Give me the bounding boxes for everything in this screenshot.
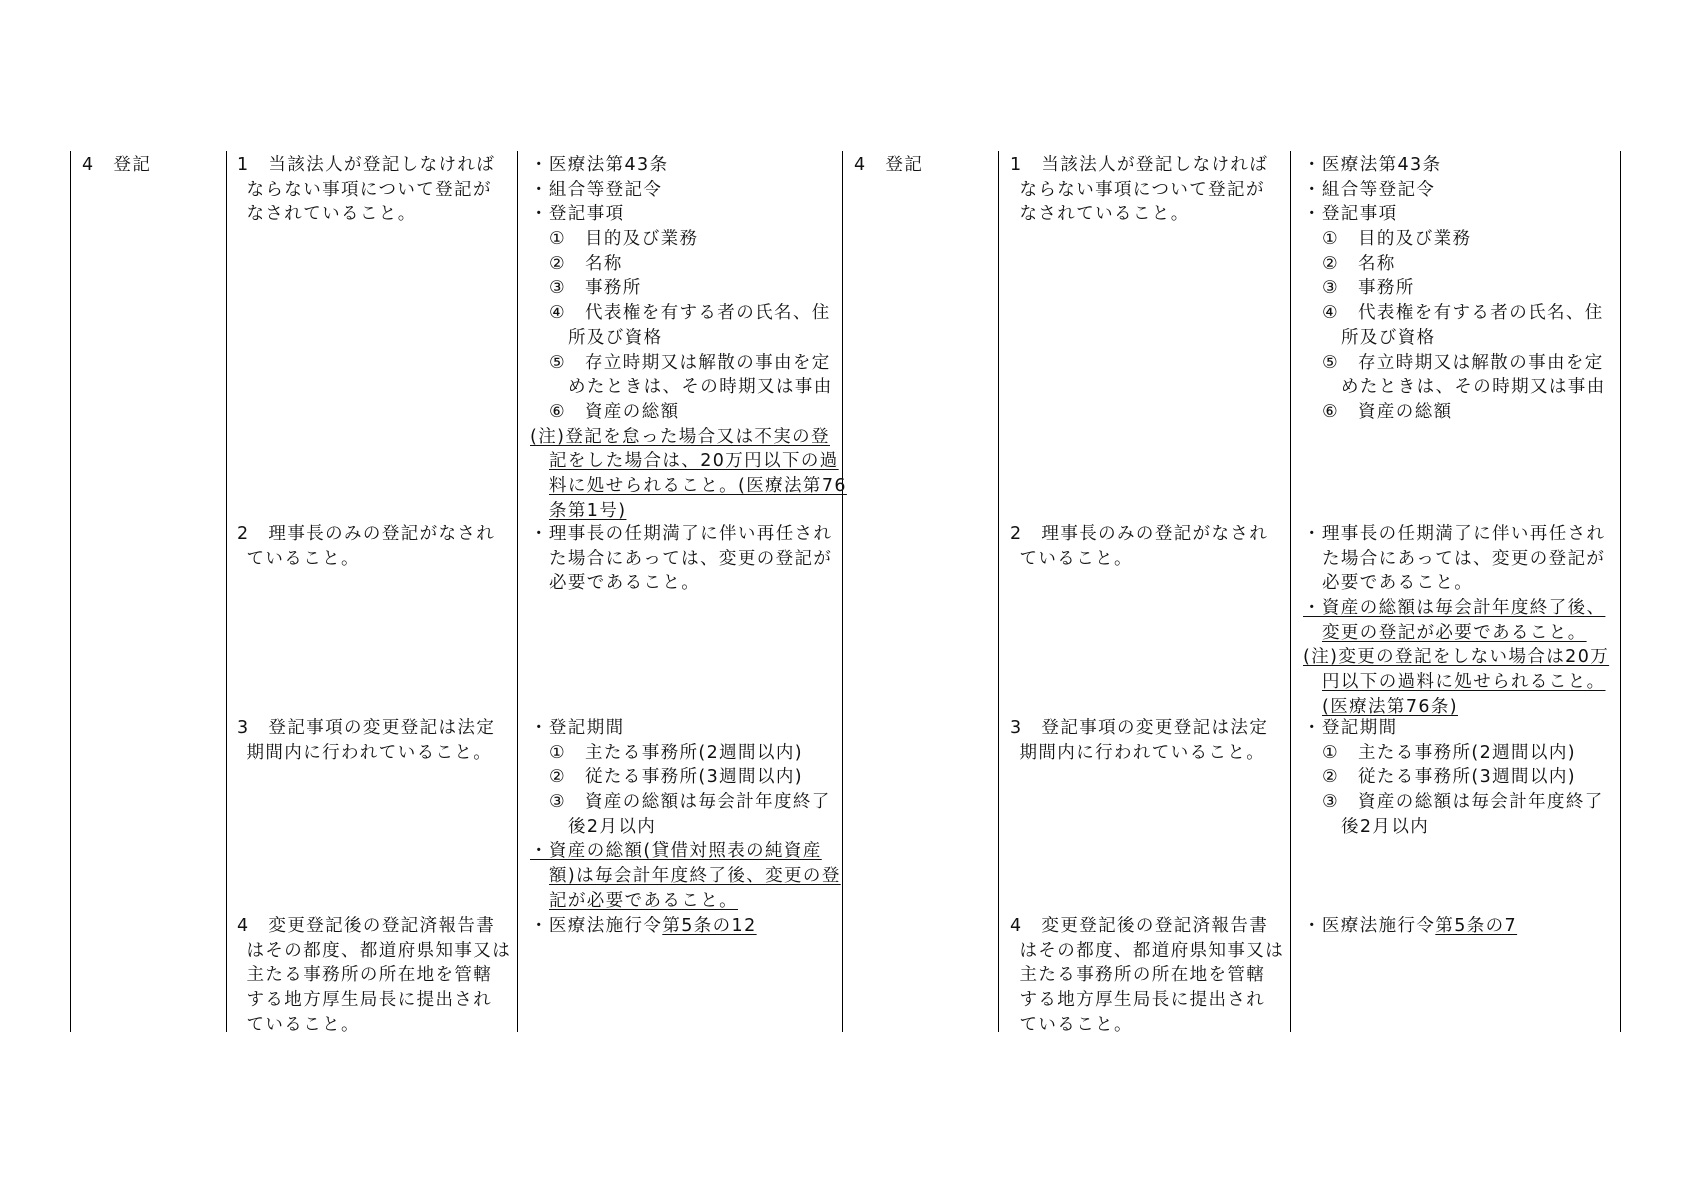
plain-text: 主たる事務所の所在地を管轄 bbox=[1019, 965, 1266, 986]
underlined-revision-text: ・資産の総額(貸借対照表の純資産 bbox=[530, 841, 822, 862]
text-line bbox=[237, 963, 511, 988]
plain-text: ④ 代表権を有する者の氏名、住 bbox=[1322, 303, 1604, 324]
plain-text: ② 従たる事務所(3週間以内) bbox=[549, 767, 803, 788]
underlined-revision-text: (注)登記を怠った場合又は不実の登 bbox=[530, 426, 830, 447]
text-line bbox=[237, 153, 495, 178]
plain-text: 期間内に行われていること。 bbox=[1019, 742, 1266, 763]
plain-text: 4 変更登記後の登記済報告書 bbox=[237, 916, 496, 936]
plain-text: 3 登記事項の変更登記は法定 bbox=[237, 718, 496, 738]
text-line bbox=[530, 276, 847, 301]
right-check-item-2 bbox=[1010, 522, 1268, 571]
text-line bbox=[237, 547, 495, 572]
text-line bbox=[1010, 178, 1268, 203]
plain-text: ・医療法第43条 bbox=[1303, 155, 1442, 175]
plain-text: 期間内に行われていること。 bbox=[246, 742, 493, 763]
text-line bbox=[1303, 153, 1606, 178]
text-line bbox=[530, 815, 841, 840]
underlined-revision-text: 額)は毎会計年度終了後、変更の登 bbox=[549, 866, 841, 887]
plain-text: する地方厚生局長に提出され bbox=[246, 990, 493, 1011]
plain-text: 所及び資格 bbox=[568, 327, 663, 348]
text-line bbox=[1303, 400, 1606, 425]
text-line bbox=[530, 326, 847, 351]
plain-text: なされていること。 bbox=[246, 204, 417, 225]
plain-text: ・登記期間 bbox=[1303, 718, 1398, 738]
plain-text: なされていること。 bbox=[1019, 204, 1190, 225]
plain-text: 2 理事長のみの登記がなされ bbox=[1010, 524, 1269, 544]
left-notes-1 bbox=[530, 153, 847, 523]
text-line bbox=[1303, 276, 1606, 301]
left-section-heading: 4 登記 bbox=[82, 155, 152, 175]
plain-text: 所及び資格 bbox=[1341, 327, 1436, 348]
text-line bbox=[237, 914, 511, 939]
text-line bbox=[1303, 670, 1609, 695]
plain-text: ・医療法第43条 bbox=[530, 155, 669, 175]
underlined-revision-text: 記が必要であること。 bbox=[549, 890, 738, 911]
text-line bbox=[1303, 790, 1604, 815]
left-notes-4 bbox=[530, 914, 757, 939]
text-line bbox=[1010, 1013, 1284, 1038]
text-line bbox=[530, 839, 841, 864]
plain-text: ・理事長の任期満了に伴い再任され bbox=[1303, 524, 1606, 544]
plain-text: 後2月以内 bbox=[568, 816, 657, 837]
plain-text: ならない事項について登記が bbox=[246, 179, 492, 200]
plain-text: ② 名称 bbox=[1322, 253, 1396, 274]
text-line bbox=[1303, 301, 1606, 326]
plain-text: ② 名称 bbox=[549, 253, 623, 274]
plain-text: ていること。 bbox=[1019, 1014, 1133, 1035]
plain-text: ・登記事項 bbox=[530, 204, 625, 225]
plain-text: ① 主たる事務所(2週間以内) bbox=[1322, 742, 1576, 763]
text-line bbox=[530, 499, 847, 524]
text-line bbox=[1303, 547, 1609, 572]
text-line bbox=[1303, 375, 1606, 400]
plain-text: ・医療法施行令 bbox=[1303, 916, 1436, 936]
plain-text: ていること。 bbox=[246, 548, 360, 569]
text-line bbox=[1010, 741, 1268, 766]
column-divider bbox=[1290, 151, 1291, 1032]
plain-text: はその都度、都道府県知事又は bbox=[246, 940, 512, 961]
text-line bbox=[530, 252, 847, 277]
left-notes-3 bbox=[530, 716, 841, 914]
plain-text: ・登記事項 bbox=[1303, 204, 1398, 225]
left-check-item-4 bbox=[237, 914, 511, 1037]
text-line bbox=[237, 522, 495, 547]
underlined-revision-text: 円以下の過料に処せられること。 bbox=[1322, 672, 1606, 693]
text-line bbox=[1010, 914, 1284, 939]
text-line bbox=[530, 522, 832, 547]
text-line bbox=[1010, 153, 1268, 178]
plain-text: 1 当該法人が登記しなければ bbox=[237, 155, 496, 175]
plain-text: ① 主たる事務所(2週間以内) bbox=[549, 742, 803, 763]
text-line bbox=[530, 351, 847, 376]
right-notes-3 bbox=[1303, 716, 1604, 839]
text-line bbox=[1303, 326, 1606, 351]
text-line bbox=[1010, 988, 1284, 1013]
plain-text: ・組合等登記令 bbox=[1303, 179, 1436, 200]
text-line bbox=[1010, 716, 1268, 741]
text-line bbox=[237, 716, 495, 741]
plain-text: ③ 事務所 bbox=[549, 278, 642, 299]
text-line bbox=[530, 202, 847, 227]
column-divider bbox=[998, 151, 999, 1032]
text-line bbox=[1303, 741, 1604, 766]
left-check-item-1 bbox=[237, 153, 495, 227]
plain-text: た場合にあっては、変更の登記が bbox=[549, 548, 833, 569]
text-line bbox=[530, 790, 841, 815]
plain-text: ② 従たる事務所(3週間以内) bbox=[1322, 767, 1576, 788]
text-line bbox=[1303, 645, 1609, 670]
right-notes-1 bbox=[1303, 153, 1606, 425]
text-line bbox=[530, 547, 832, 572]
text-line bbox=[1010, 522, 1268, 547]
plain-text: ③ 資産の総額は毎会計年度終了 bbox=[1322, 792, 1604, 813]
text-line bbox=[1010, 547, 1268, 572]
right-check-item-3 bbox=[1010, 716, 1268, 765]
plain-text: めたときは、その時期又は事由 bbox=[568, 377, 833, 398]
underlined-revision-text: 第5条の12 bbox=[662, 916, 757, 936]
plain-text: ⑤ 存立時期又は解散の事由を定 bbox=[549, 352, 831, 373]
text-line bbox=[530, 716, 841, 741]
plain-text: 2 理事長のみの登記がなされ bbox=[237, 524, 496, 544]
column-divider bbox=[70, 151, 71, 1032]
text-line bbox=[1303, 596, 1609, 621]
text-line bbox=[1010, 963, 1284, 988]
plain-text: ① 目的及び業務 bbox=[1322, 229, 1472, 250]
plain-text: 必要であること。 bbox=[1322, 573, 1474, 594]
left-check-item-3 bbox=[237, 716, 495, 765]
plain-text: 後2月以内 bbox=[1341, 816, 1430, 837]
right-section-heading: 4 登記 bbox=[854, 155, 924, 175]
right-notes-4 bbox=[1303, 914, 1517, 939]
text-line bbox=[1303, 522, 1609, 547]
plain-text: する地方厚生局長に提出され bbox=[1019, 990, 1266, 1011]
text-line bbox=[1303, 351, 1606, 376]
plain-text: ⑤ 存立時期又は解散の事由を定 bbox=[1322, 352, 1604, 373]
text-line bbox=[530, 474, 847, 499]
plain-text: ていること。 bbox=[1019, 548, 1133, 569]
text-line bbox=[1303, 571, 1609, 596]
right-notes-2 bbox=[1303, 522, 1609, 720]
plain-text: 必要であること。 bbox=[549, 573, 701, 594]
text-line bbox=[530, 889, 841, 914]
plain-text: 3 登記事項の変更登記は法定 bbox=[1010, 718, 1269, 738]
text-line bbox=[1303, 621, 1609, 646]
right-check-item-1 bbox=[1010, 153, 1268, 227]
plain-text: ・理事長の任期満了に伴い再任され bbox=[530, 524, 833, 544]
column-divider bbox=[1620, 151, 1621, 1032]
text-line bbox=[1303, 815, 1604, 840]
plain-text: ⑥ 資産の総額 bbox=[1322, 401, 1453, 422]
text-line bbox=[1303, 202, 1606, 227]
plain-text: た場合にあっては、変更の登記が bbox=[1322, 548, 1606, 569]
underlined-revision-text: (注)変更の登記をしない場合は20万 bbox=[1303, 647, 1610, 668]
plain-text: ③ 事務所 bbox=[1322, 278, 1415, 299]
text-line bbox=[237, 741, 495, 766]
underlined-revision-text: ・資産の総額は毎会計年度終了後、 bbox=[1303, 598, 1606, 619]
left-check-item-2 bbox=[237, 522, 495, 571]
text-line bbox=[530, 375, 847, 400]
column-divider bbox=[517, 151, 518, 1032]
text-line bbox=[1303, 227, 1606, 252]
plain-text: ① 目的及び業務 bbox=[549, 229, 699, 250]
text-line bbox=[237, 939, 511, 964]
underlined-revision-text: 料に処せられること。(医療法第76 bbox=[549, 475, 847, 496]
plain-text: ならない事項について登記が bbox=[1019, 179, 1265, 200]
plain-text: ④ 代表権を有する者の氏名、住 bbox=[549, 303, 831, 324]
plain-text: ③ 資産の総額は毎会計年度終了 bbox=[549, 792, 831, 813]
text-line bbox=[237, 988, 511, 1013]
plain-text: 4 変更登記後の登記済報告書 bbox=[1010, 916, 1269, 936]
text-line bbox=[530, 227, 847, 252]
text-line bbox=[1303, 252, 1606, 277]
column-divider bbox=[226, 151, 227, 1032]
plain-text: ・組合等登記令 bbox=[530, 179, 663, 200]
text-line bbox=[1303, 765, 1604, 790]
text-line bbox=[237, 178, 495, 203]
underlined-revision-text: (医療法第76条) bbox=[1322, 696, 1459, 717]
text-line bbox=[530, 449, 847, 474]
text-line bbox=[530, 864, 841, 889]
text-line bbox=[530, 425, 847, 450]
plain-text: 1 当該法人が登記しなければ bbox=[1010, 155, 1269, 175]
text-line bbox=[530, 571, 832, 596]
left-notes-2 bbox=[530, 522, 832, 596]
underlined-revision-text: 第5条の7 bbox=[1435, 916, 1518, 936]
text-line bbox=[530, 765, 841, 790]
text-line bbox=[1303, 178, 1606, 203]
text-line bbox=[1303, 716, 1604, 741]
text-line bbox=[530, 741, 841, 766]
text-line bbox=[1010, 202, 1268, 227]
text-line bbox=[237, 1013, 511, 1038]
plain-text: ・医療法施行令 bbox=[530, 916, 663, 936]
underlined-revision-text: 条第1号) bbox=[549, 500, 627, 521]
plain-text: めたときは、その時期又は事由 bbox=[1341, 377, 1606, 398]
plain-text: はその都度、都道府県知事又は bbox=[1019, 940, 1285, 961]
text-line bbox=[1303, 914, 1517, 939]
underlined-revision-text: 変更の登記が必要であること。 bbox=[1322, 622, 1587, 643]
text-line bbox=[1010, 939, 1284, 964]
text-line bbox=[530, 153, 847, 178]
plain-text: ・登記期間 bbox=[530, 718, 625, 738]
plain-text: 主たる事務所の所在地を管轄 bbox=[246, 965, 493, 986]
text-line bbox=[530, 178, 847, 203]
plain-text: ⑥ 資産の総額 bbox=[549, 401, 680, 422]
text-line bbox=[530, 400, 847, 425]
underlined-revision-text: 記をした場合は、20万円以下の過 bbox=[549, 451, 839, 472]
plain-text: ていること。 bbox=[246, 1014, 360, 1035]
text-line bbox=[530, 914, 757, 939]
text-line bbox=[530, 301, 847, 326]
text-line bbox=[237, 202, 495, 227]
right-check-item-4 bbox=[1010, 914, 1284, 1037]
